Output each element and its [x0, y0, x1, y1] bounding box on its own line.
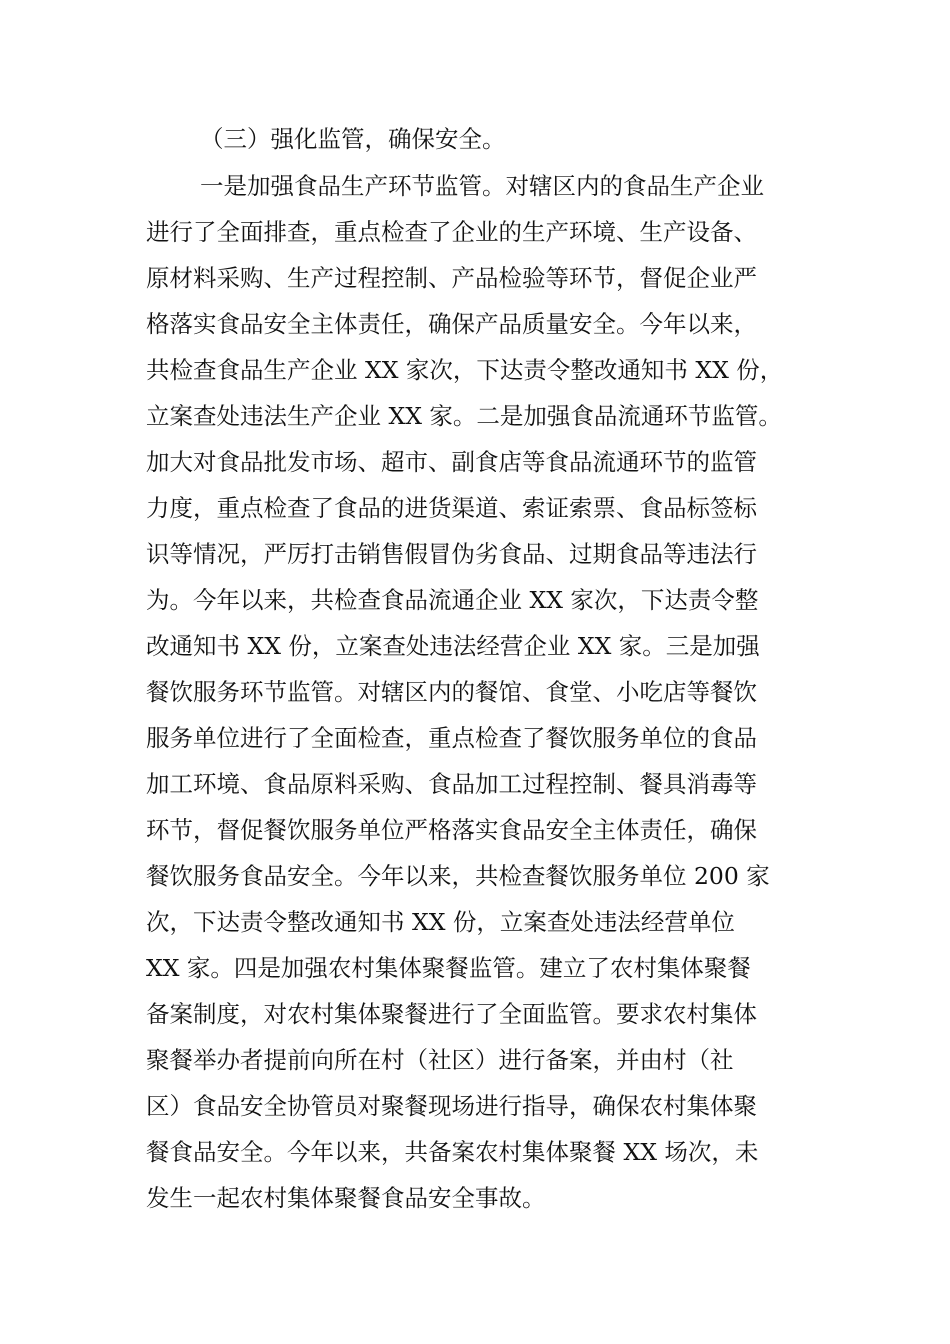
paragraph-line: 力度，重点检查了食品的进货渠道、索证索票、食品标签标 [146, 494, 757, 522]
paragraph-line: 原材料采购、生产过程控制、产品检验等环节，督促企业严 [146, 264, 757, 292]
paragraph-line: 环节，督促餐饮服务单位严格落实食品安全主体责任，确保 [146, 816, 757, 844]
paragraph-line: 餐食品安全。今年以来，共备案农村集体聚餐 XX 场次，未 [146, 1138, 759, 1166]
paragraph-line: 立案查处违法生产企业 XX 家。二是加强食品流通环节监管。 [146, 402, 782, 430]
paragraph-line: 进行了全面排查，重点检查了企业的生产环境、生产设备、 [146, 218, 757, 246]
paragraph-line: 餐饮服务食品安全。今年以来，共检查餐饮服务单位 200 家 [146, 862, 770, 890]
paragraph-line: 共检查食品生产企业 XX 家次，下达责令整改通知书 XX 份， [146, 356, 784, 384]
paragraph-line: 次，下达责令整改通知书 XX 份，立案查处违法经营单位 [146, 908, 735, 936]
paragraph-line: 餐饮服务环节监管。对辖区内的餐馆、食堂、小吃店等餐饮 [146, 678, 757, 706]
paragraph-line: 识等情况，严厉打击销售假冒伪劣食品、过期食品等违法行 [146, 540, 757, 568]
paragraph-line: 聚餐举办者提前向所在村（社区）进行备案，并由村（社 [146, 1046, 734, 1074]
paragraph-line: 加大对食品批发市场、超市、副食店等食品流通环节的监管 [146, 448, 757, 476]
paragraph-line: 发生一起农村集体聚餐食品安全事故。 [146, 1184, 546, 1212]
paragraph-line: XX 家。四是加强农村集体聚餐监管。建立了农村集体聚餐 [146, 954, 751, 982]
section-heading: （三）强化监管，确保安全。 [200, 125, 506, 153]
paragraph-line: 改通知书 XX 份，立案查处违法经营企业 XX 家。三是加强 [146, 632, 760, 660]
paragraph-line: 备案制度，对农村集体聚餐进行了全面监管。要求农村集体 [146, 1000, 757, 1028]
paragraph-line: 服务单位进行了全面检查，重点检查了餐饮服务单位的食品 [146, 724, 757, 752]
paragraph-line: 加工环境、食品原料采购、食品加工过程控制、餐具消毒等 [146, 770, 757, 798]
paragraph-line: 区）食品安全协管员对聚餐现场进行指导，确保农村集体聚 [146, 1092, 757, 1120]
paragraph-line: 格落实食品安全主体责任，确保产品质量安全。今年以来， [146, 310, 757, 338]
paragraph-line: 为。今年以来，共检查食品流通企业 XX 家次，下达责令整 [146, 586, 759, 614]
paragraph-line: 一是加强食品生产环节监管。对辖区内的食品生产企业 [200, 172, 764, 200]
